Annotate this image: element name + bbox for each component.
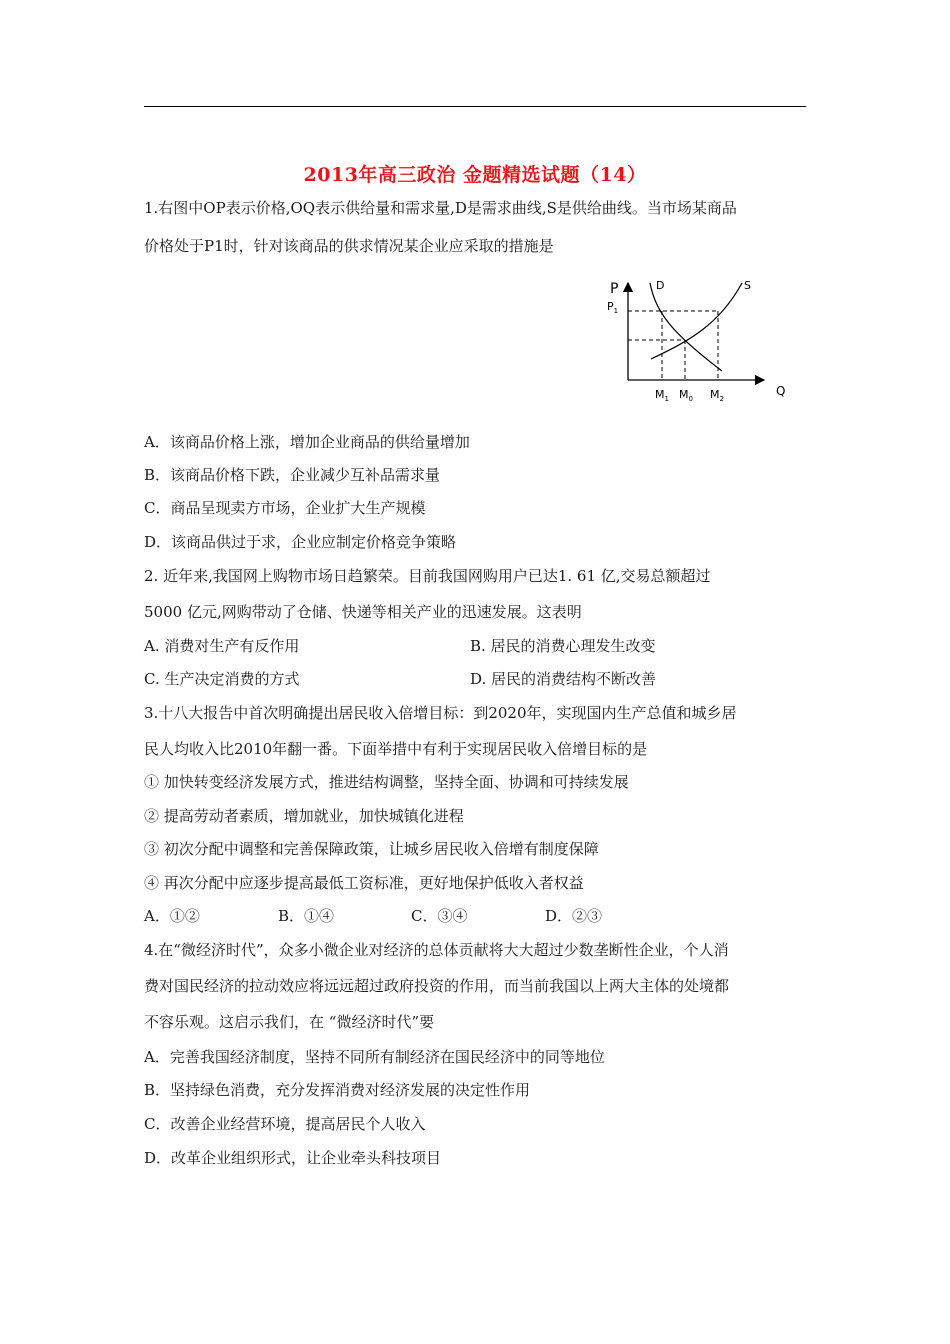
q3-item-3: ③ 初次分配中调整和完善保障政策，让城乡居民收入倍增有制度保障	[144, 840, 599, 858]
demand-curve	[650, 283, 722, 371]
q2-option-a: A. 消费对生产有反作用	[144, 637, 300, 655]
q4-option-b: B．坚持绿色消费，充分发挥消费对经济发展的决定性作用	[144, 1081, 531, 1099]
q1-option-a: A．该商品价格上涨，增加企业商品的供给量增加	[144, 433, 470, 451]
q3-item-2: ② 提高劳动者素质，增加就业，加快城镇化进程	[144, 807, 464, 825]
d-curve-label: D	[656, 279, 665, 292]
q3-option-b: B．①④	[278, 907, 335, 925]
q4-option-c: C．改善企业经营环境，提高居民个人收入	[144, 1115, 426, 1133]
q1-option-d: D．该商品供过于求，企业应制定价格竞争策略	[144, 533, 457, 551]
q2-stem-line2: 5000 亿元,网购带动了仓储、快递等相关产业的迅速发展。这表明	[144, 603, 582, 621]
header-rule	[144, 106, 806, 107]
q1-option-b: B．该商品价格下跌，企业减少互补品需求量	[144, 466, 441, 484]
supply-curve	[651, 283, 742, 359]
q-axis-label: Q	[776, 384, 786, 398]
q2-option-b: B. 居民的消费心理发生改变	[470, 637, 656, 655]
q4-option-a: A．完善我国经济制度，坚持不同所有制经济在国民经济中的同等地位	[144, 1048, 605, 1066]
p1-label: $P_1$	[607, 300, 619, 315]
q4-option-d: D．改革企业组织形式，让企业牵头科技项目	[144, 1149, 442, 1167]
q1-stem-line1: 1.右图中OP表示价格,OQ表示供给量和需求量,D是需求曲线,S是供给曲线。当市场某商品	[144, 199, 737, 217]
q4-stem-line3: 不容乐观。这启示我们，在 “微经济时代”要	[144, 1013, 435, 1031]
q3-stem-line2: 民人均收入比2010年翻一番。下面举措中有利于实现居民收入倍增目标的是	[144, 740, 648, 758]
q1-stem-line2: 价格处于P1时，针对该商品的供求情况某企业应采取的措施是	[144, 237, 554, 255]
q3-option-c: C．③④	[411, 907, 468, 925]
p-axis-label: P	[610, 281, 619, 297]
m2-label: $M_2$	[710, 388, 724, 403]
m0-label: $M_0$	[679, 388, 693, 403]
q1-option-c: C．商品呈现卖方市场，企业扩大生产规模	[144, 499, 426, 517]
supply-demand-graph	[594, 275, 794, 410]
q4-stem-line2: 费对国民经济的拉动效应将远远超过政府投资的作用，而当前我国以上两大主体的处境都	[144, 977, 730, 995]
q3-stem-line1: 3.十八大报告中首次明确提出居民收入倍增目标：到2020年，实现国内生产总值和城乡居	[144, 704, 737, 722]
q3-item-4: ④ 再次分配中应逐步提高最低工资标准，更好地保护低收入者权益	[144, 874, 584, 892]
page-title: 2013年高三政治 金题精选试题（14）	[303, 164, 647, 186]
m1-label: $M_1$	[655, 388, 669, 403]
q2-option-d: D. 居民的消费结构不断改善	[470, 670, 657, 688]
q2-option-c: C. 生产决定消费的方式	[144, 670, 300, 688]
q3-item-1: ① 加快转变经济发展方式，推进结构调整，坚持全面、协调和可持续发展	[144, 773, 629, 791]
s-curve-label: S	[744, 279, 751, 292]
q3-option-d: D．②③	[545, 907, 603, 925]
q4-stem-line1: 4.在“微经济时代”，众多小微企业对经济的总体贡献将大大超过少数垄断性企业，个人消	[144, 941, 729, 959]
q2-stem-line1: 2. 近年来,我国网上购物市场日趋繁荣。目前我国网购用户已达1. 61 亿,交易总额超过	[144, 567, 711, 585]
q3-option-a: A．①②	[144, 907, 200, 925]
